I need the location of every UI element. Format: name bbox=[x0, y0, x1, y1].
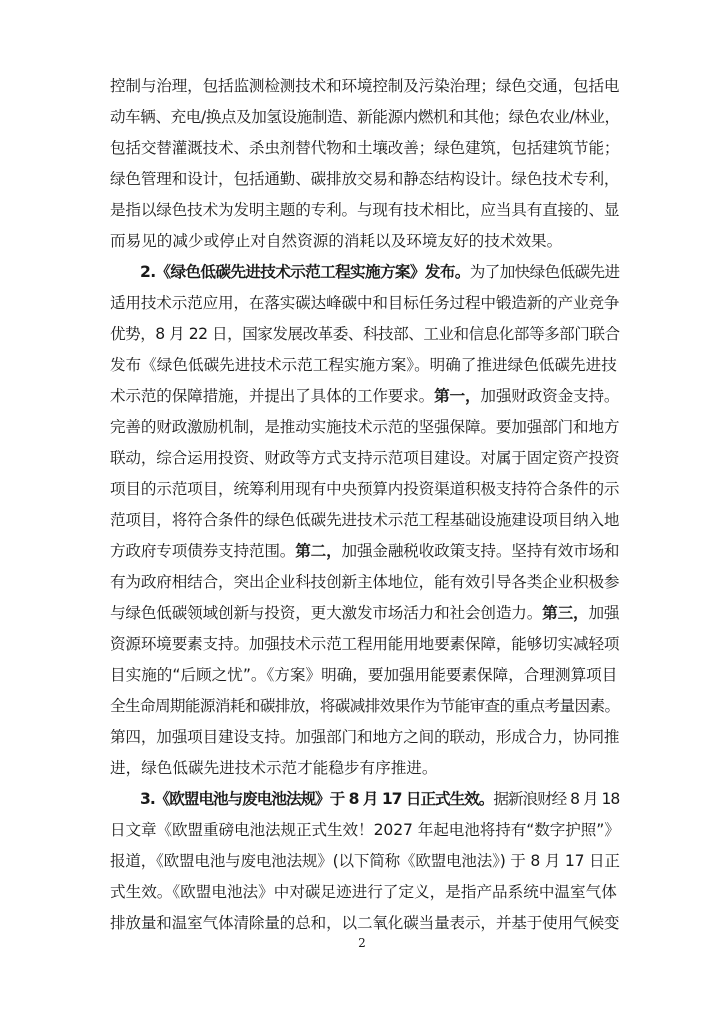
text-segment: 项目的示范项目，统筹利用现有中央预算内投资渠道积极支持符合条件的示 bbox=[110, 480, 620, 498]
text-line bbox=[110, 227, 620, 255]
text-line bbox=[110, 351, 620, 379]
text-line bbox=[110, 165, 620, 193]
text-segment: 加强财政资金支持。 bbox=[480, 387, 620, 405]
text-segment: 联动，综合运用投资、财政等方式支持示范项目建设。对属于固定资产投资 bbox=[110, 449, 620, 467]
text-segment: 绿色管理和设计，包括通勤、碳排放交易和静态结构设计。绿色技术专利， bbox=[110, 170, 620, 188]
text-line bbox=[110, 537, 620, 565]
text-line bbox=[110, 568, 620, 596]
text-line bbox=[110, 878, 620, 906]
text-line bbox=[140, 785, 620, 813]
text-line bbox=[140, 258, 620, 286]
text-segment: 加强 bbox=[588, 604, 620, 622]
text-segment: 为了加快绿色低碳先进 bbox=[469, 263, 620, 281]
text-segment: 第四，加强项目建设支持。加强部门和地方之间的联动，形成合力，协同推 bbox=[110, 728, 620, 746]
text-segment: 包括交替灌溉技术、杀虫剂替代物和土壤改善；绿色建筑，包括建筑节能； bbox=[110, 139, 620, 157]
text-line bbox=[110, 134, 620, 162]
text-segment: 动车辆、充电/换点及加氢设施制造、新能源内燃机和其他；绿色农业/林业， bbox=[110, 108, 620, 126]
text-segment: 与绿色低碳领域创新与投资，更大激发市场活力和社会创造力。 bbox=[110, 604, 543, 622]
text-segment: 范项目，将符合条件的绿色低碳先进技术示范工程基础设施建设项目纳入地 bbox=[110, 511, 620, 529]
text-segment: 术示范的保障措施，并提出了具体的工作要求。 bbox=[110, 387, 435, 405]
text-line bbox=[110, 599, 620, 627]
text-line bbox=[110, 320, 620, 348]
text-line bbox=[110, 475, 620, 503]
text-line bbox=[110, 382, 620, 410]
text-segment: 适用技术示范应用，在落实碳达峰碳中和目标任务过程中锻造新的产业竞争 bbox=[110, 294, 620, 312]
text-line bbox=[110, 289, 620, 317]
text-line bbox=[110, 816, 620, 844]
text-line bbox=[110, 847, 620, 875]
text-line bbox=[110, 723, 620, 751]
text-segment: 而易见的减少或停止对自然资源的消耗以及环境友好的技术效果。 bbox=[110, 232, 563, 250]
text-segment: 有为政府相结合，突出企业科技创新主体地位，能有效引导各类企业积极参 bbox=[110, 573, 620, 591]
text-line bbox=[110, 103, 620, 131]
text-segment: 优势，8 月 22 日，国家发展改革委、科技部、工业和信息化部等多部门联合 bbox=[110, 325, 620, 343]
text-segment: 加强金融税收政策支持。坚持有效市场和 bbox=[341, 542, 620, 560]
text-line bbox=[110, 413, 620, 441]
text-segment: 完善的财政激励机制，是推动实施技术示范的坚强保障。要加强部门和地方 bbox=[110, 418, 620, 436]
bold-text: 第三， bbox=[542, 604, 589, 622]
text-line bbox=[110, 630, 620, 658]
bold-text: 第一， bbox=[434, 387, 481, 405]
text-line bbox=[110, 444, 620, 472]
text-line bbox=[110, 506, 620, 534]
text-segment: 是指以绿色技术为发明主题的专利。与现有技术相比，应当具有直接的、显 bbox=[110, 201, 620, 219]
text-line bbox=[110, 661, 620, 689]
page-number: 2 bbox=[358, 936, 366, 950]
text-segment: 式生效。《欧盟电池法》中对碳足迹进行了定义，是指产品系统中温室气体 bbox=[110, 883, 617, 901]
text-line bbox=[110, 754, 620, 782]
text-segment: 排放量和温室气体清除量的总和，以二氧化碳当量表示，并基于使用气候变 bbox=[110, 914, 620, 932]
text-segment: 日文章《欧盟重磅电池法规正式生效！2027 年起电池将持有“数字护照”》 bbox=[110, 821, 620, 839]
text-segment: 全生命周期能源消耗和碳排放，将碳减排效果作为节能审查的重点考量因素。 bbox=[110, 697, 620, 715]
text-segment: 发布《绿色低碳先进技术示范工程实施方案》。明确了推进绿色低碳先进技 bbox=[110, 356, 617, 374]
text-line bbox=[110, 909, 620, 937]
bold-text: 2.《绿色低碳先进技术示范工程实施方案》发布。 bbox=[140, 263, 470, 281]
text-segment: 目实施的“后顾之忧”。《方案》明确，要加强用能要素保障，合理测算项目 bbox=[110, 666, 618, 684]
text-segment: 资源环境要素支持。加强技术示范工程用能用地要素保障，能够切实减轻项 bbox=[110, 635, 620, 653]
text-line bbox=[110, 692, 620, 720]
text-segment: 进，绿色低碳先进技术示范才能稳步有序推进。 bbox=[110, 759, 438, 777]
bold-text: 3.《欧盟电池与废电池法规》于 8 月 17 日正式生效。 bbox=[140, 790, 494, 808]
text-line bbox=[110, 72, 620, 100]
text-segment: 控制与治理，包括监测检测技术和环境控制及污染治理；绿色交通，包括电 bbox=[110, 77, 620, 95]
text-segment: 报道，《欧盟电池与废电池法规》(以下简称《欧盟电池法》) 于 8 月 17 日正 bbox=[110, 852, 620, 870]
bold-text: 第二， bbox=[295, 542, 342, 560]
text-segment: 方政府专项债券支持范围。 bbox=[110, 542, 296, 560]
text-line bbox=[110, 196, 620, 224]
text-segment: 据新浪财经 8 月 18 bbox=[493, 790, 620, 808]
